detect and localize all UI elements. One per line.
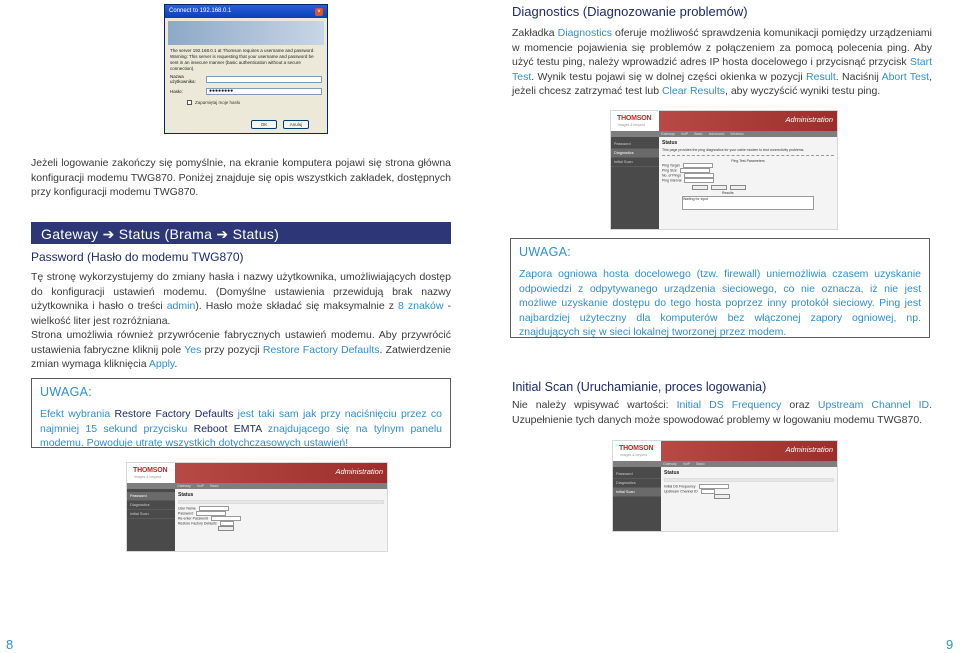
initial-scan-title: Initial Scan (Uruchamianie, proces logowania): [512, 380, 767, 394]
results-label: Results: [722, 191, 734, 195]
uwaga-title: UWAGA:: [40, 385, 93, 399]
side-item-initial-scan[interactable]: Initial Scan: [611, 158, 659, 167]
page-number-left: 8: [6, 637, 14, 652]
ping-row: Ping Target: [662, 163, 834, 168]
remember-row[interactable]: [165, 97, 327, 108]
start-test-button[interactable]: [692, 185, 708, 190]
admin-header: Administration: [175, 463, 387, 483]
side-item-diagnostics[interactable]: Diagnostics: [611, 149, 659, 158]
nav-voip[interactable]: VoIP: [680, 132, 689, 136]
form-row: Initial DS Frequency: [664, 484, 834, 489]
top-nav: Gateway VoIP Basic: [127, 483, 387, 489]
pwd-content: [175, 489, 387, 551]
password-label: Hasło:: [170, 89, 183, 94]
form-row: Re-enter Password: [178, 516, 384, 521]
dialog-title: Connect to 192.168.0.1: [169, 8, 232, 14]
admin-header: Administration: [661, 441, 837, 461]
initial-scan-paragraph: Nie należy wpisywać wartości: Initial DS Frequency oraz Upstream Channel ID. Uzupełnienie tych danych może spowodować problemy w logowaniu modemu TWG870.: [512, 399, 932, 426]
thomson-logo: THOMSON images & beyond: [611, 111, 659, 131]
password-title: Password (Hasło do modemu TWG870): [31, 250, 244, 264]
uwaga-text: Efekt wybrania Restore Factory Defaults jest taki sam jak przy naciśnięciu przez co najmniej 15 sekund przycisku Reboot EMTA znajdującego się na tylnym panelu modemu. Powoduje utratę wszystkich dotychczasowych ustawień!: [40, 408, 442, 449]
diagnostics-screenshot: [610, 110, 838, 230]
nav-gateway[interactable]: Gateway: [661, 132, 675, 136]
content-title: Status: [178, 492, 194, 498]
side-menu: [127, 489, 175, 551]
side-item-diagnostics[interactable]: Diagnostics: [613, 479, 661, 488]
username-label: Nazwa użytkownika:: [170, 74, 196, 84]
gateway-status-bar: Gateway ➔ Status (Brama ➔ Status): [31, 222, 451, 244]
close-icon[interactable]: ×: [315, 8, 323, 16]
form-row: Password: [178, 511, 384, 516]
dialog-message: The server 192.168.0.1 at Thomson requires a username and password. Warning: This server is requesting that your username and password be sent in an insecure manner (basic authentication without a secure connection).: [170, 48, 315, 71]
uwaga-text: Zapora ogniowa hosta docelowego (tzw. firewall) uniemożliwia czasem uzyskanie odpowiedzi z odpytywanego urządzenia sieciowego, co nie oznacza, iż nie jest możliwe uzyskanie dostępu do tego hosta poprzez inny protokół sieciowy. Ping jest najbardziej użyteczny dla komputerów bez włączonej zapory ogniowej, np. znajdujących się w sieci lokalnej tworzonej przez modem.: [519, 268, 921, 338]
uwaga-box-right: [510, 238, 930, 338]
form-row: User Name: [178, 506, 384, 511]
nav-basic[interactable]: Basic: [694, 132, 703, 136]
upstream-channel-input[interactable]: [701, 489, 715, 494]
intro-paragraph: Jeżeli logowanie zakończy się pomyślnie, na ekranie komputera pojawi się strona główna konfiguracji modemu TWG870. Poniżej znajduje się opis wszystkich zakładek, dostępnych przy konfiguracji modemu TWG870.: [31, 157, 451, 198]
uwaga-title: UWAGA:: [519, 245, 572, 259]
arrow-right-icon: ➔: [102, 226, 115, 242]
side-item-diagnostics[interactable]: Diagnostics: [127, 501, 175, 510]
abort-test-button[interactable]: [711, 185, 727, 190]
ping-row: Ping Interval: [662, 178, 834, 183]
thomson-logo: THOMSON images & beyond: [613, 441, 661, 461]
side-item-password[interactable]: Password: [127, 492, 175, 501]
ping-interval-field[interactable]: [684, 178, 714, 183]
form-row: Restore Factory Defaults: [178, 521, 384, 526]
username-field[interactable]: [206, 76, 322, 83]
top-nav: Gateway VoIP Basic: [613, 461, 837, 467]
side-item-initial-scan[interactable]: Initial Scan: [127, 510, 175, 519]
form-title: Ping Test Parameters: [731, 159, 765, 163]
side-menu: [613, 467, 661, 531]
diagnostics-paragraph: Zakładka Diagnostics oferuje możliwość sprawdzenia komunikacji pomiędzy urządzeniami w momencie pojawienia się problemów z połączeniem za pomocą polecenia ping. Aby użyć testu ping, należy wprowadzić adres IP hosta docelowego i przycisnąć przycisk Start Test. Wynik testu pojawi się w dolnej części okienka w pozycji Result. Naciśnij Abort Test, jeżeli chcesz zatrzymać test lub Clear Results, aby wyczyścić wyniki testu ping.: [512, 27, 932, 97]
uwaga-box-left: [31, 378, 451, 448]
ok-button[interactable]: OK: [251, 120, 277, 129]
clear-results-button[interactable]: [730, 185, 746, 190]
password-section: [31, 250, 451, 372]
nav-wireless[interactable]: Wireless: [730, 132, 744, 136]
arrow-right-icon: ➔: [216, 226, 229, 242]
results-box: Waiting for input: [682, 196, 814, 210]
password-paragraph-1: Tę stronę wykorzystujemy do zmiany hasła i nazwy użytkownika, umożliwiających dostęp do konfiguracji ustawień modemu. (Domyślne ustawienia przewidują brak nazwy użytkownika i hasło o treści admin). Hasło może składać się maksymalnie z 8 znaków - wielkość liter jest rozróżniana.: [31, 271, 452, 327]
initial-scan-screenshot: [612, 440, 838, 532]
username-row: [165, 72, 327, 86]
content-title: Status: [664, 470, 680, 476]
side-item-initial-scan[interactable]: Initial Scan: [613, 488, 661, 497]
apply-button[interactable]: [714, 494, 730, 499]
dialog-banner: [168, 21, 324, 45]
cancel-button[interactable]: Anuluj: [283, 120, 309, 129]
page-number-right: 9: [946, 637, 954, 652]
side-item-password[interactable]: Password: [611, 140, 659, 149]
admin-header: Administration: [659, 111, 837, 131]
diag-content: [659, 137, 837, 229]
diagnostics-title: Diagnostics (Diagnozowanie problemów): [512, 4, 748, 19]
password-screenshot: [126, 462, 388, 552]
scan-content: [661, 467, 837, 531]
form-row: Upstream Channel ID: [664, 489, 834, 494]
login-dialog-screenshot: [164, 4, 328, 134]
ping-row: Ping Size: [662, 168, 834, 173]
password-field[interactable]: ●●●●●●●●: [206, 88, 322, 95]
remember-checkbox[interactable]: [187, 100, 192, 105]
ping-row: No. of Pings: [662, 173, 834, 178]
thomson-logo: THOMSON images & beyond: [127, 463, 175, 483]
initial-scan-section: [512, 380, 932, 427]
content-title: Status: [662, 140, 678, 146]
diagnostics-section: [512, 4, 932, 99]
apply-button[interactable]: [218, 526, 234, 531]
password-paragraph-2: Strona umożliwia również przywrócenie fabrycznych ustawień modemu. Aby przywrócić ustawienia fabryczne kliknij pole Yes przy pozycji Restore Factory Defaults. Zatwierdzenie zmian wymaga kliknięcia Apply.: [31, 329, 451, 370]
dialog-titlebar: [165, 5, 327, 18]
side-menu: [611, 137, 659, 229]
nav-advanced[interactable]: Advanced: [708, 132, 725, 136]
side-item-password[interactable]: Password: [613, 470, 661, 479]
content-intro: This page provides the ping diagnostics for your cable modem to test connectivity problems.: [662, 148, 805, 152]
remember-label: Zapamiętaj moje hasło: [195, 100, 241, 105]
password-row: [165, 86, 327, 97]
